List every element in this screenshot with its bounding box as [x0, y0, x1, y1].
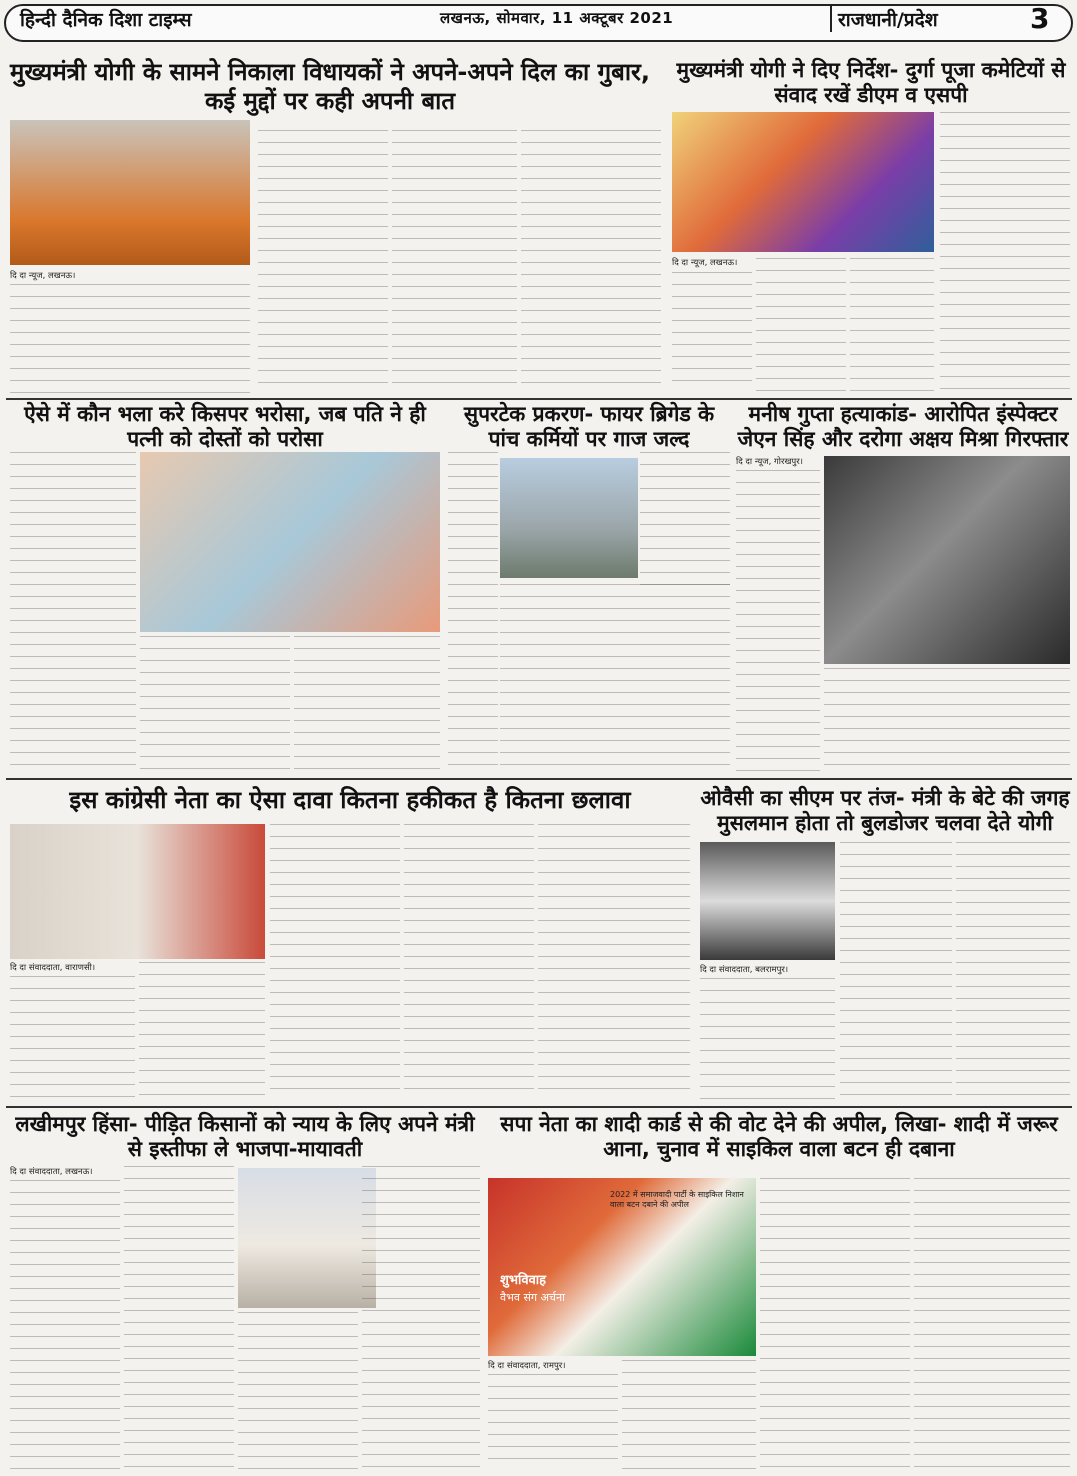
- story-9-text-col-1: [488, 1374, 618, 1470]
- photo-durga-idol: [672, 112, 934, 252]
- story-1-text-col-3: [392, 130, 517, 392]
- story-7-text-col-3: [956, 842, 1070, 1100]
- headline-yogi-mlas: मुख्यमंत्री योगी के सामने निकाला विधायकों ने अपने-अपने दिल का गुबार, कई मुद्दों पर कही अपनी बात: [10, 58, 650, 115]
- story-9-text-col-3: [760, 1178, 910, 1470]
- headline-sp-wedding-card: सपा नेता का शादी कार्ड से की वोट देने की अपील, लिखा- शादी में जरूर आना, चुनाव में साइकिल वाला बटन ही दबाना: [500, 1112, 1058, 1162]
- story-2-text-col-3: [850, 258, 934, 392]
- story-3-text-col-3: [294, 636, 440, 772]
- story-6-text-col-4: [404, 824, 534, 1100]
- byline-story-9: दि दा संवाददाता, रामपुर।: [488, 1361, 566, 1371]
- story-7-text-col-2: [840, 842, 952, 1100]
- card-names: वैभव संग अर्चना: [500, 1291, 565, 1304]
- headline-manish-gupta: मनीष गुप्ता हत्याकांड- आरोपित इंस्पेक्टर जेएन सिंह और दरोगा अक्षय मिश्रा गिरफ्तार: [737, 402, 1069, 452]
- section-name: राजधानी/प्रदेश: [838, 9, 938, 31]
- photo-supertech-towers: [500, 458, 638, 578]
- story-9-text-col-2: [622, 1360, 756, 1470]
- story-8-text-col-1: [10, 1180, 120, 1470]
- story-4-text-col-1: [448, 452, 498, 772]
- card-note: 2022 में समाजवादी पार्टी के साइकिल निशान वाला बटन दबाने की अपील: [610, 1190, 744, 1209]
- page-number: 3: [1030, 2, 1050, 35]
- photo-owaisi: [700, 842, 835, 960]
- story-5-text-col-1: [736, 470, 820, 772]
- section-divider-3: [6, 1106, 1072, 1108]
- paper-name: हिन्दी दैनिक दिशा टाइम्स: [20, 9, 192, 31]
- story-8-text-col-4: [362, 1166, 480, 1470]
- story-7-text-col-1: [700, 978, 835, 1100]
- byline-story-6: दि दा संवाददाता, वाराणसी।: [10, 963, 96, 973]
- section-divider-1: [6, 398, 1072, 400]
- masthead-divider: [830, 6, 832, 32]
- byline-story-7: दि दा संवाददाता, बलरामपुर।: [700, 965, 789, 975]
- story-4-text-col-3: [500, 584, 730, 772]
- byline-story-2: दि दा न्यूज, लखनऊ।: [672, 258, 738, 268]
- photo-mayawati: [238, 1168, 376, 1308]
- story-2-text-col-4: [940, 112, 1070, 392]
- story-3-text-col-2: [140, 636, 290, 772]
- card-title: शुभविवाह: [500, 1273, 547, 1288]
- story-1-text-col-4: [521, 130, 661, 392]
- illustration-couple: [140, 452, 440, 632]
- story-6-text-col-3: [270, 824, 400, 1100]
- story-5-text-col-2: [824, 668, 1070, 772]
- byline-story-5: दि दा न्यूज, गोरखपुर।: [736, 457, 803, 467]
- date-line: लखनऊ, सोमवार, 11 अक्टूबर 2021: [440, 9, 674, 27]
- headline-supertech: सुपरटेक प्रकरण- फायर ब्रिगेड के पांच कर्मियों पर गाज जल्द: [463, 402, 715, 452]
- photo-yogi: [10, 120, 250, 265]
- byline-story-1: दि दा न्यूज, लखनऊ।: [10, 271, 76, 281]
- story-6-text-col-5: [538, 824, 690, 1100]
- section-divider-2: [6, 778, 1072, 780]
- story-2-text-col-2: [756, 258, 846, 392]
- story-1-text-col-1: [10, 284, 250, 394]
- story-8-text-col-2: [124, 1166, 234, 1470]
- story-6-text-col-2: [139, 962, 265, 1100]
- photo-handcuffs: [824, 456, 1070, 664]
- story-9-text-col-4: [914, 1178, 1070, 1470]
- headline-lakhimpur-mayawati: लखीमपुर हिंसा- पीड़ित किसानों को न्याय के लिए अपने मंत्री से इस्तीफा ले भाजपा-मायावती: [15, 1112, 475, 1162]
- story-4-text-col-2: [640, 452, 730, 592]
- headline-husband-betrayal: ऐसे में कौन भला करे किसपर भरोसा, जब पति ने ही पत्नी को दोस्तों को परोसा: [24, 402, 426, 452]
- headline-durga-puja: मुख्यमंत्री योगी ने दिए निर्देश- दुर्गा पूजा कमेटियों से संवाद रखें डीएम व एसपी: [676, 58, 1066, 108]
- story-6-text-col-1: [10, 976, 135, 1100]
- headline-owaisi: ओवैसी का सीएम पर तंज- मंत्री के बेटे की जगह मुसलमान होता तो बुलडोजर चलवा देते योगी: [700, 786, 1070, 836]
- byline-story-8: दि दा संवाददाता, लखनऊ।: [10, 1167, 93, 1177]
- headline-congress-claim: इस कांग्रेसी नेता का ऐसा दावा कितना हकीकत है कितना छलावा: [69, 786, 631, 814]
- photo-priyanka-baghel: [10, 824, 265, 959]
- story-2-text-col-1: [672, 272, 752, 392]
- story-8-text-col-3: [238, 1312, 358, 1470]
- story-1-text-col-2: [258, 130, 388, 392]
- story-3-text-col-1: [10, 452, 136, 772]
